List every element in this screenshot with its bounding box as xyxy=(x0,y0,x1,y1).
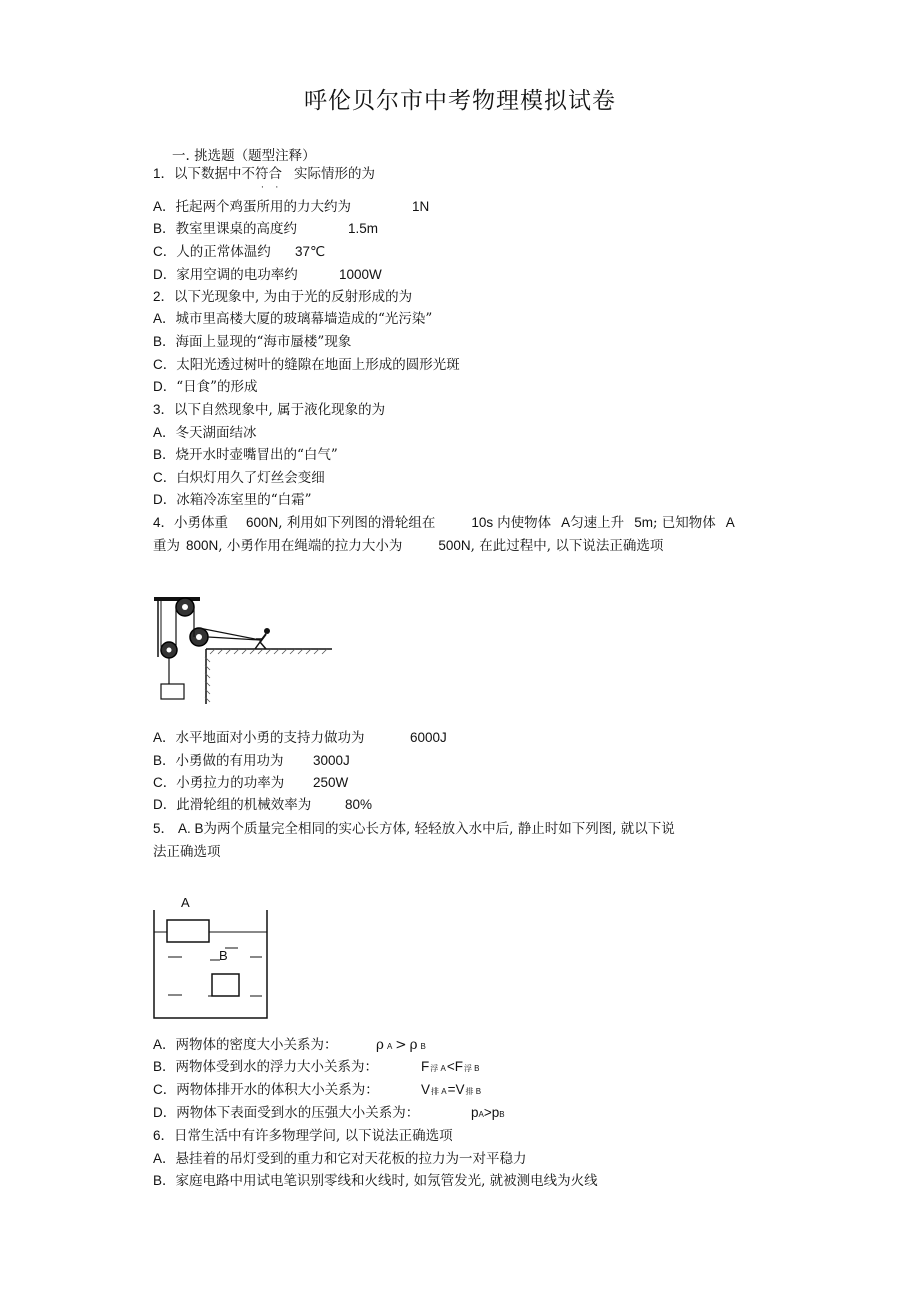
question-6-stem: 6．日常生活中有许多物理学问, 以下说法正确选项 xyxy=(153,1128,453,1144)
question-5-line-1: 5． A. B为两个质量完全相同的实心长方体, 轻轻放入水中后, 静止时如下列图, 就以下说 xyxy=(153,821,675,837)
q2-option-a: A．城市里高楼大厦的玻璃幕墙造成的“光污染” xyxy=(153,311,433,327)
q4-option-b: B．小勇做的有用功为 3000J xyxy=(153,753,350,769)
emphasis-dots: 符合 · · xyxy=(255,166,283,193)
q1-option-a: A．托起两个鸡蛋所用的力大约为 1N xyxy=(153,199,430,215)
question-2-stem: 2．以下光现象中, 为由于光的反射形成的为 xyxy=(153,289,413,305)
question-4-line-1: 4．小勇体重 600N, 利用如下列图的滑轮组在 10s 内使物体 A匀速上升 5m; 已知物体 A xyxy=(153,515,735,531)
floating-blocks-diagram xyxy=(150,892,275,1022)
q3-option-b: B．烧开水时壶嘴冒出的“白气” xyxy=(153,447,338,463)
question-5-line-2: 法正确选项 xyxy=(153,844,221,860)
question-1-stem: 1．以下数据中不符合 · · 实际情形的为 xyxy=(153,166,376,193)
q1-option-c: C．人的正常体温约 37℃ xyxy=(153,244,326,260)
q4-option-d: D．此滑轮组的机械效率为 80% xyxy=(153,797,373,813)
label-b: B xyxy=(219,948,228,963)
q1-option-d: D．家用空调的电功率约 1000W xyxy=(153,267,382,283)
page-title: 呼伦贝尔市中考物理模拟试卷 xyxy=(304,88,616,114)
q4-option-c: C．小勇拉力的功率为 250W xyxy=(153,775,349,791)
q5-option-a: A．两物体的密度大小关系为： ρ A > ρ B xyxy=(153,1037,426,1053)
q2-option-c: C．太阳光透过树叶的缝隙在地面上形成的圆形光斑 xyxy=(153,357,460,373)
q5-option-c: C．两物体排开水的体积大小关系为： V排 A=V排 B xyxy=(153,1082,482,1098)
label-a: A xyxy=(181,895,190,910)
section-heading: 一. 挑选题（题型注释） xyxy=(172,148,316,164)
q6-option-a: A．悬挂着的吊灯受到的重力和它对天花板的拉力为一对平稳力 xyxy=(153,1151,527,1167)
q3-option-c: C．白炽灯用久了灯丝会变细 xyxy=(153,470,325,486)
q4-option-a: A．水平地面对小勇的支持力做功为 6000J xyxy=(153,730,447,746)
question-3-stem: 3．以下自然现象中, 属于液化现象的为 xyxy=(153,402,386,418)
q6-option-b: B．家庭电路中用试电笔识别零线和火线时, 如氖管发光, 就被测电线为火线 xyxy=(153,1173,598,1189)
q5-option-b: B．两物体受到水的浮力大小关系为： F浮 A<F浮 B xyxy=(153,1059,480,1075)
q2-option-b: B．海面上显现的“海市蜃楼”现象 xyxy=(153,334,352,350)
q1-option-b: B．教室里课桌的高度约 1.5m xyxy=(153,221,379,237)
q2-option-d: D．“日食”的形成 xyxy=(153,379,258,395)
pulley-diagram xyxy=(150,592,335,707)
q3-option-d: D．冰箱冷冻室里的“白霜” xyxy=(153,492,312,508)
question-4-line-2: 重为 800N, 小勇作用在绳端的拉力大小为 500N, 在此过程中, 以下说法正确选项 xyxy=(153,538,664,554)
q3-option-a: A．冬天湖面结冰 xyxy=(153,425,257,441)
q5-option-d: D．两物体下表面受到水的压强大小关系为： pA>pB xyxy=(153,1105,505,1121)
